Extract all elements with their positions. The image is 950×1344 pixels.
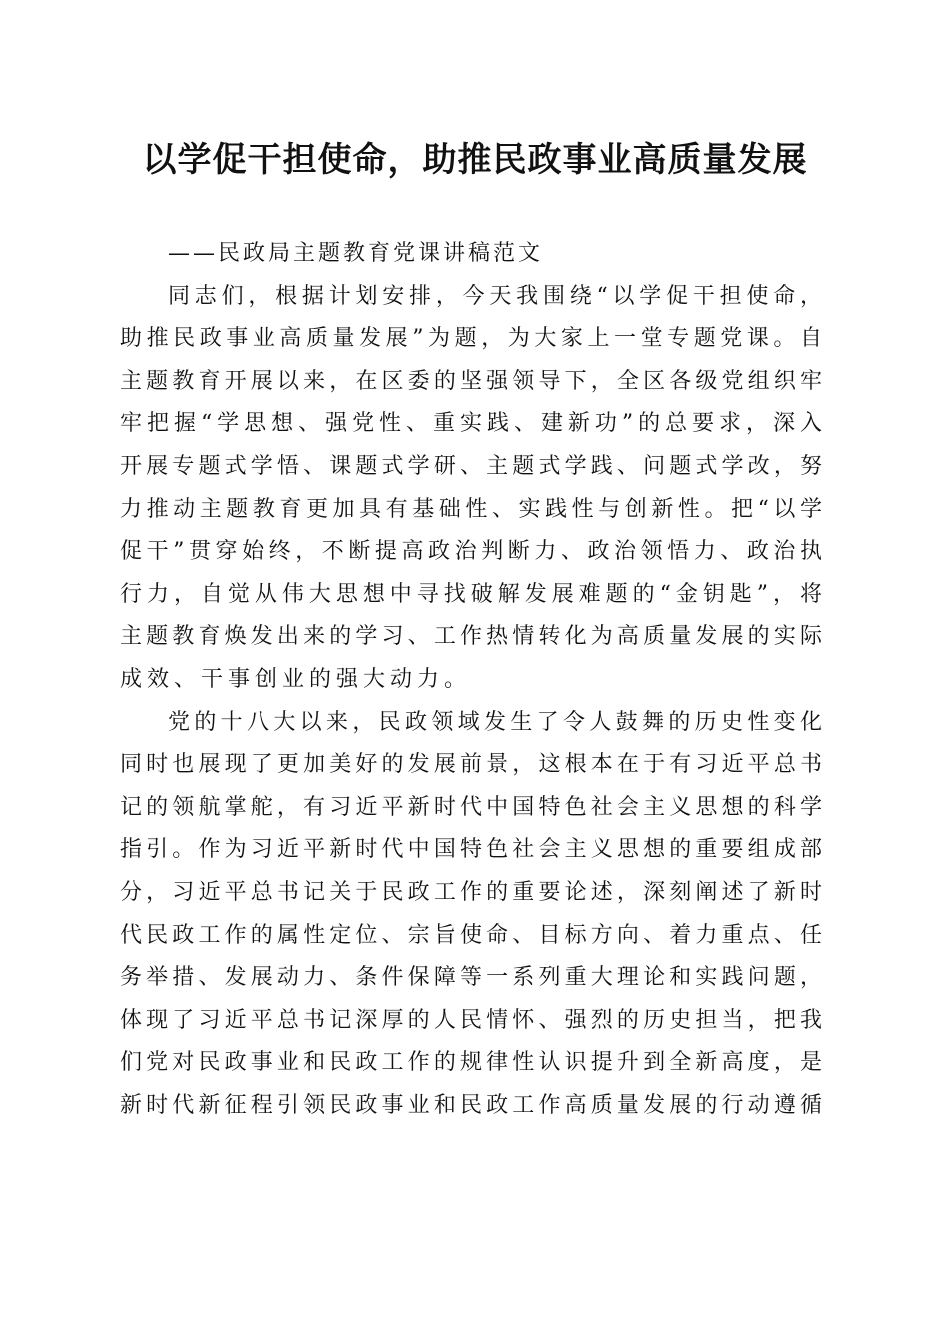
- paragraph-1: [120, 276, 822, 702]
- text-line: 务举措、发展动力、条件保障等一系列重大理论和实践问题，: [120, 965, 822, 991]
- text-line: 分，习近平总书记关于民政工作的重要论述，深刻阐述了新时: [120, 879, 822, 905]
- paragraph-2: [120, 702, 822, 1128]
- text-line: 记的领航掌舵，有习近平新时代中国特色社会主义思想的科学: [120, 794, 822, 820]
- text-line: 主题教育焕发出来的学习、工作热情转化为高质量发展的实际: [120, 624, 822, 650]
- document-subtitle: ——民政局主题教育党课讲稿范文: [168, 241, 544, 266]
- document-body: [120, 233, 822, 1127]
- text-line: 成效、干事创业的强大动力。: [120, 666, 472, 692]
- text-line: 指引。作为习近平新时代中国特色社会主义思想的重要组成部: [120, 837, 822, 863]
- text-line: 代民政工作的属性定位、宗旨使命、目标方向、着力重点、任: [120, 922, 822, 948]
- text-line: 新时代新征程引领民政事业和民政工作高质量发展的行动遵循: [120, 1092, 822, 1118]
- text-line: 行力，自觉从伟大思想中寻找破解发展难题的“金钥匙”，将: [120, 581, 822, 607]
- text-line: 同时也展现了更加美好的发展前景，这根本在于有习近平总书: [120, 752, 822, 778]
- text-line: 开展专题式学悟、课题式学研、主题式学践、问题式学改，努: [120, 453, 822, 479]
- text-line: 牢把握“学思想、强党性、重实践、建新功”的总要求，深入: [120, 411, 822, 437]
- text-line: 同志们，根据计划安排，今天我围绕“以学促干担使命，: [168, 283, 822, 309]
- text-line: 促干”贯穿始终，不断提高政治判断力、政治领悟力、政治执: [120, 539, 822, 565]
- document-title: 以学促干担使命，助推民政事业高质量发展: [142, 140, 808, 180]
- text-line: 助推民政事业高质量发展”为题，为大家上一堂专题党课。自: [120, 326, 822, 352]
- text-line: 党的十八大以来，民政领域发生了令人鼓舞的历史性变化: [168, 709, 822, 735]
- text-line: 们党对民政事业和民政工作的规律性认识提升到全新高度，是: [120, 1050, 822, 1076]
- text-line: 体现了习近平总书记深厚的人民情怀、强烈的历史担当，把我: [120, 1007, 822, 1033]
- text-line: 主题教育开展以来，在区委的坚强领导下，全区各级党组织牢: [120, 368, 822, 394]
- text-line: 力推动主题教育更加具有基础性、实践性与创新性。把“以学: [120, 496, 822, 522]
